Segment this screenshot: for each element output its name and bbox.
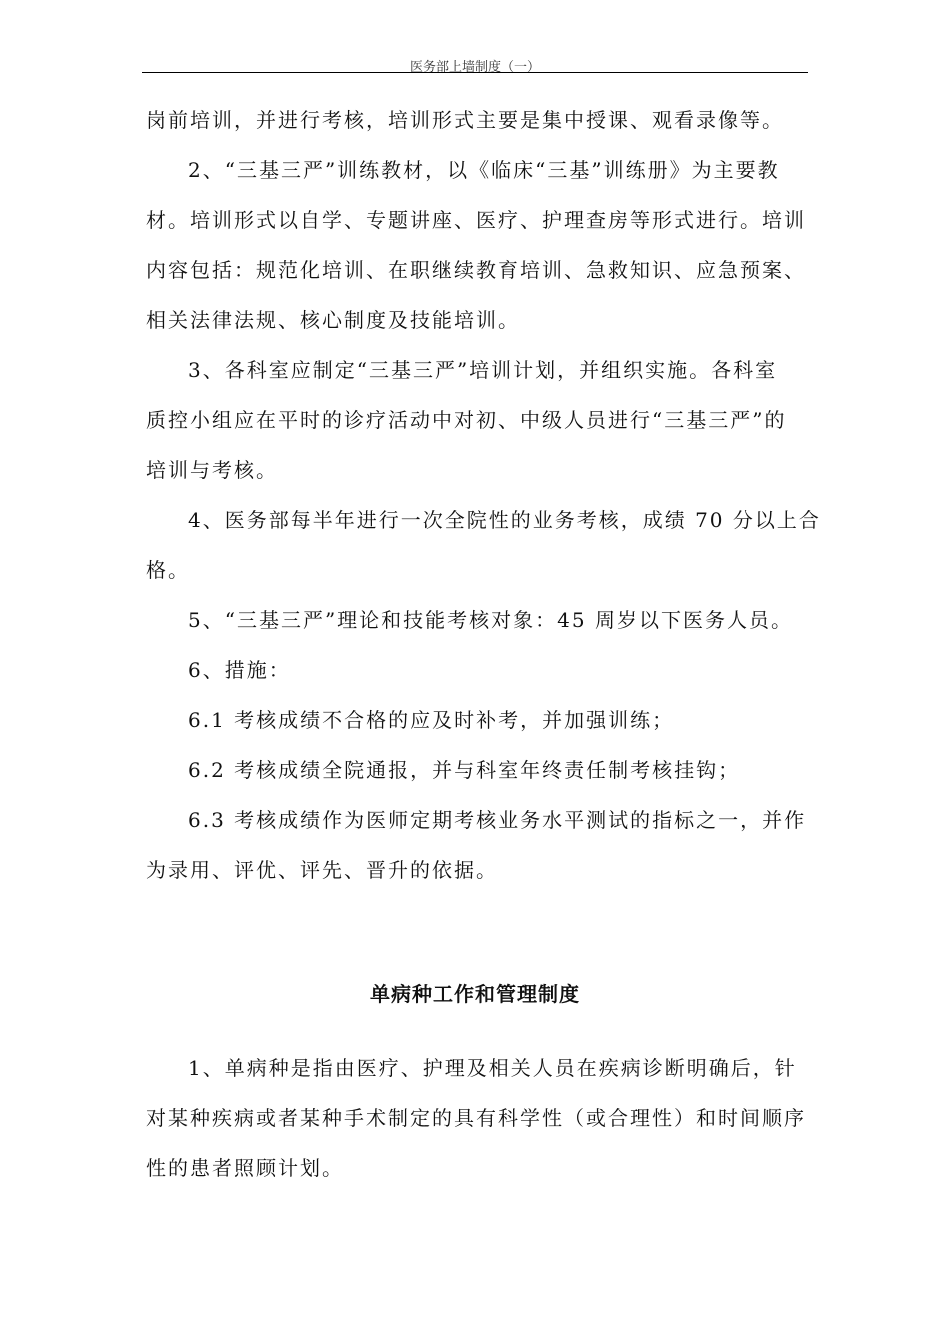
page-header-title: 医务部上墙制度（一） [409,60,540,75]
body-line: 相关法律法规、核心制度及技能培训。 [146,308,520,332]
body-line: 对某种疾病或者某种手术制定的具有科学性（或合理性）和时间顺序 [146,1106,806,1130]
body-line: 3、各科室应制定“三基三严”培训计划，并组织实施。各科室 [188,358,778,382]
body-line: 内容包括：规范化培训、在职继续教育培训、急救知识、应急预案、 [146,258,806,282]
body-line: 材。培训形式以自学、专题讲座、医疗、护理查房等形式进行。培训 [146,208,806,232]
body-line: 6、措施： [188,658,291,682]
body-line: 格。 [146,558,190,582]
body-line: 5、“三基三严”理论和技能考核对象：45 周岁以下医务人员。 [188,608,793,632]
section-title: 单病种工作和管理制度 [370,982,580,1006]
header-divider [142,72,808,73]
body-line: 1、单病种是指由医疗、护理及相关人员在疾病诊断明确后，针 [188,1056,797,1080]
body-line: 6.1 考核成绩不合格的应及时补考，并加强训练； [188,708,675,732]
body-line: 6.2 考核成绩全院通报，并与科室年终责任制考核挂钩； [188,758,741,782]
body-line: 培训与考核。 [146,458,278,482]
body-line: 6.3 考核成绩作为医师定期考核业务水平测试的指标之一，并作 [188,808,807,832]
body-line: 为录用、评优、评先、晋升的依据。 [146,858,498,882]
body-line: 性的患者照顾计划。 [146,1156,344,1180]
body-line: 4、医务部每半年进行一次全院性的业务考核，成绩 70 分以上合 [188,508,821,532]
body-line: 质控小组应在平时的诊疗活动中对初、中级人员进行“三基三严”的 [146,408,787,432]
body-line: 2、“三基三严”训练教材，以《临床“三基”训练册》为主要教 [188,158,780,182]
body-line: 岗前培训，并进行考核，培训形式主要是集中授课、观看录像等。 [146,108,784,132]
